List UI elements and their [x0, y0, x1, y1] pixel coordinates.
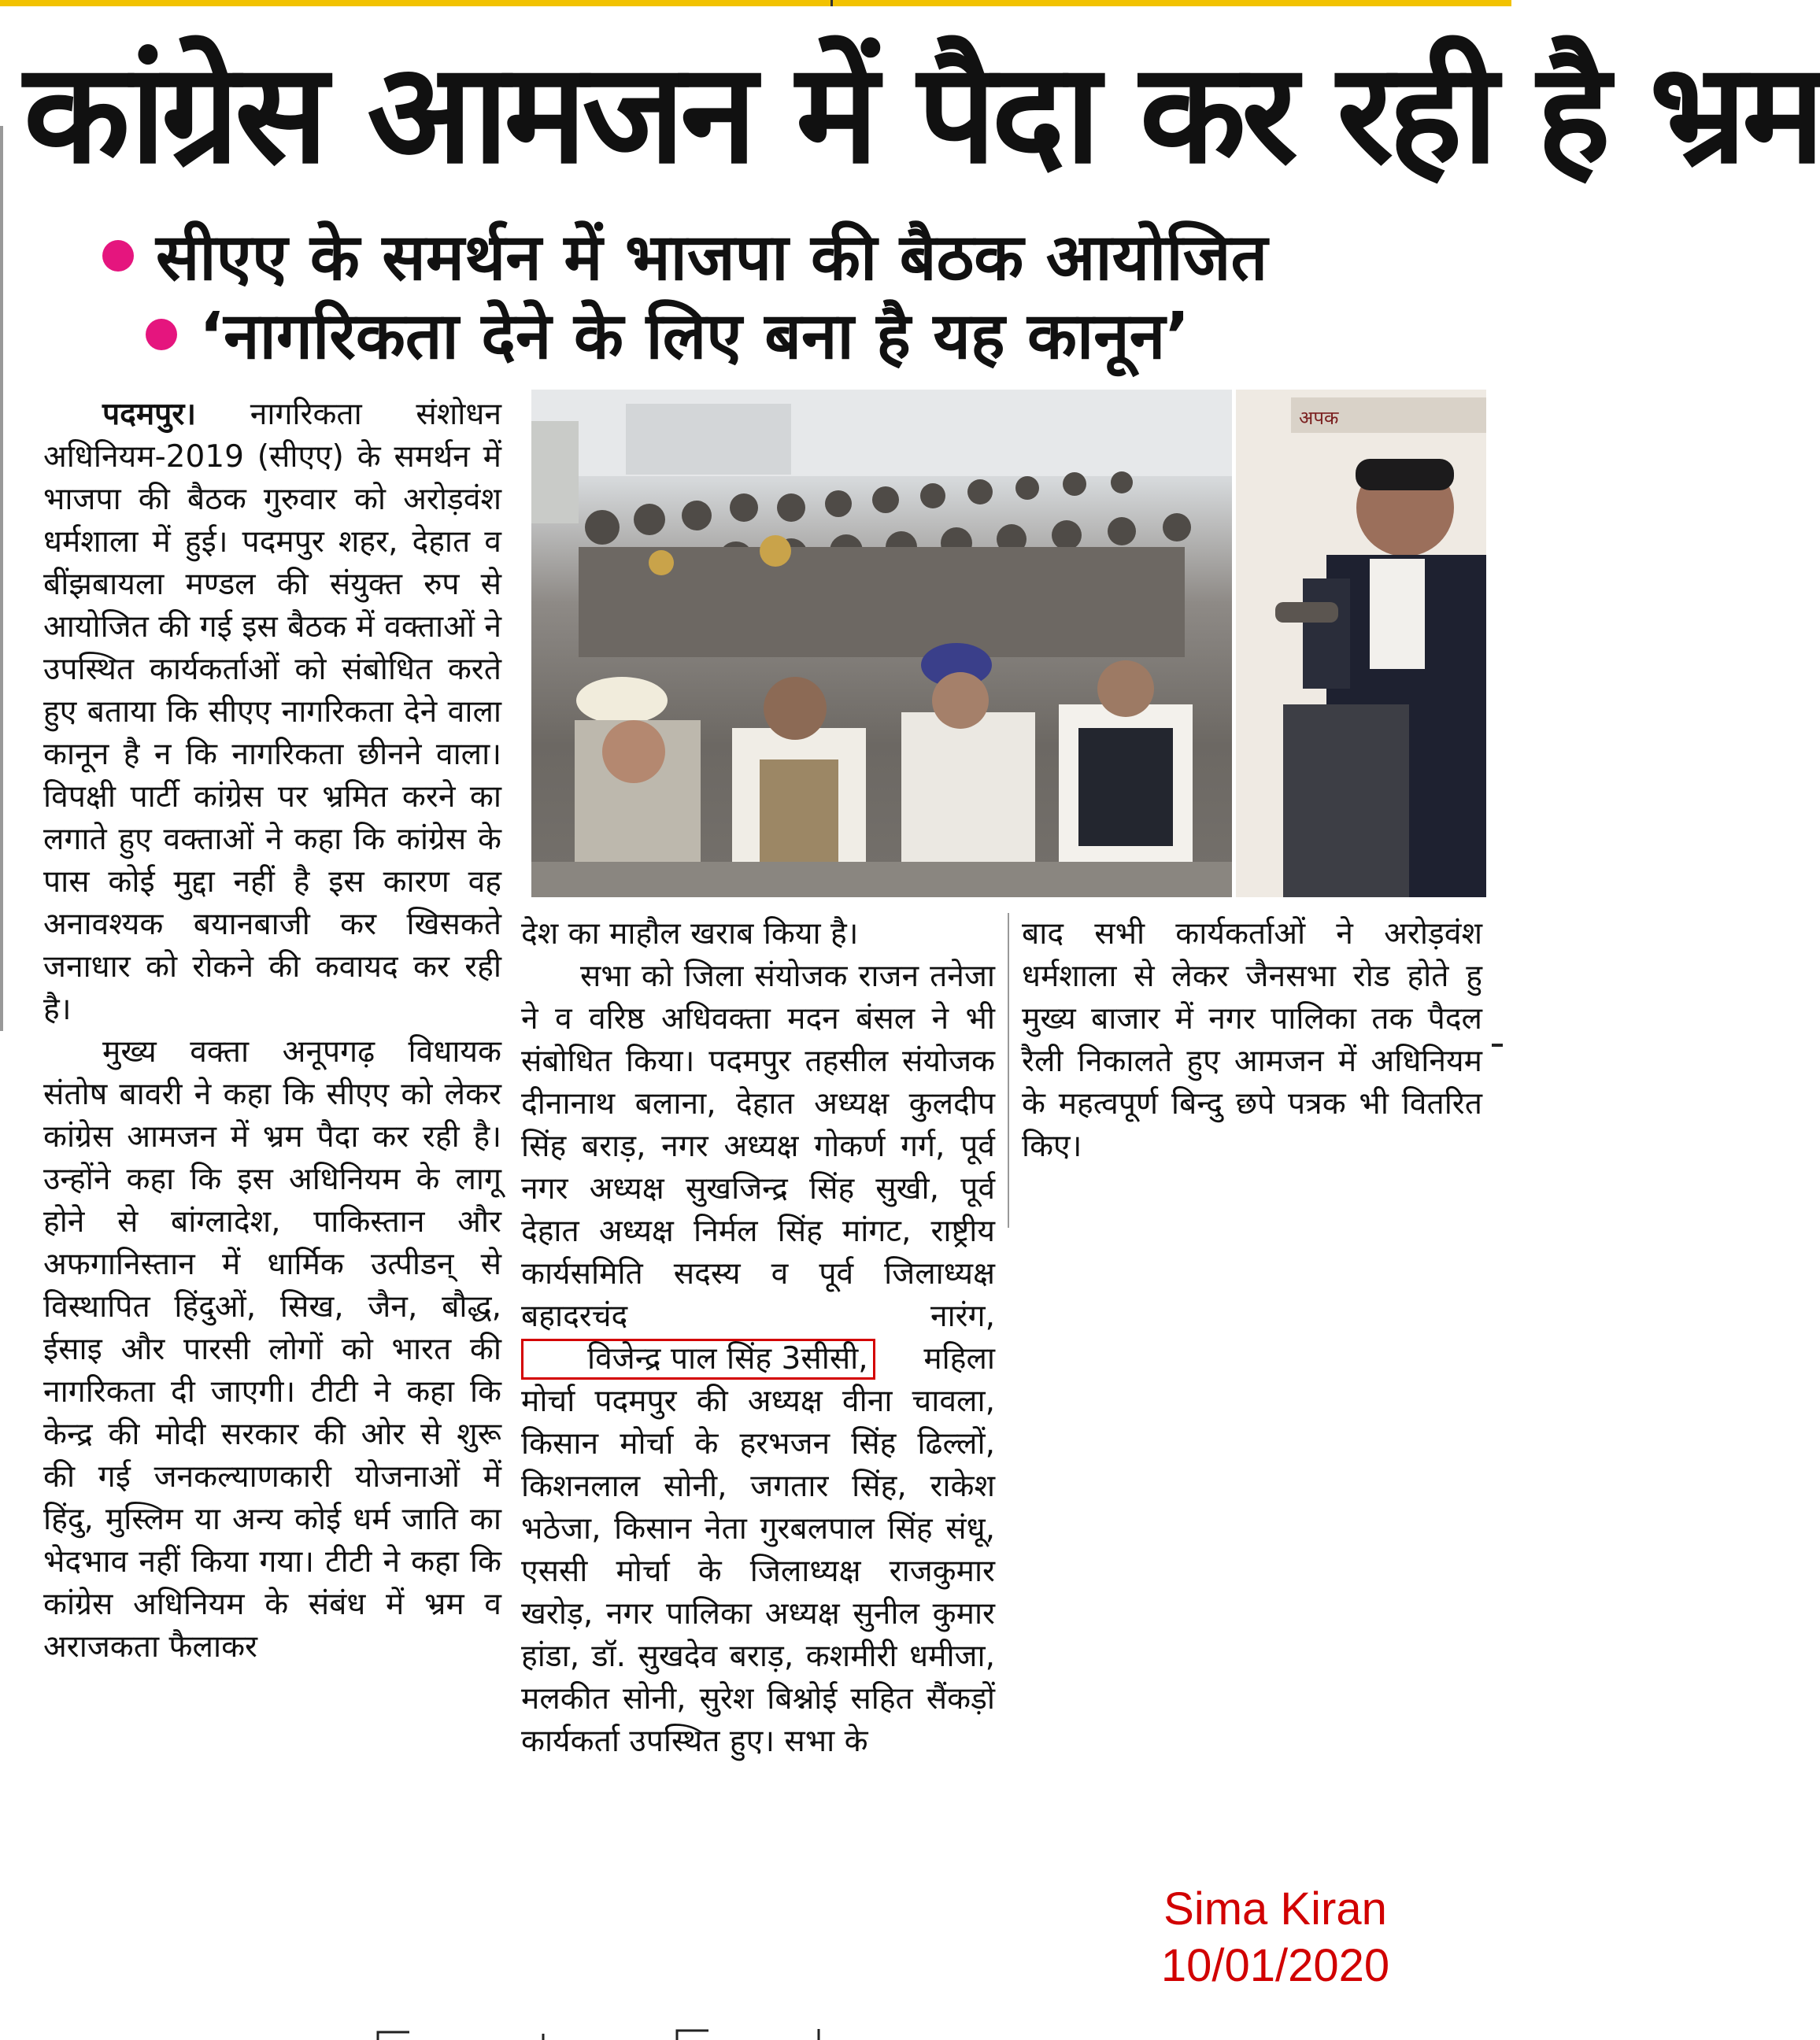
banner-text: अपक: [1299, 407, 1339, 429]
article-paragraph: मुख्य वक्ता अनूपगढ़ विधायक संतोष बावरी ने कहा कि सीएए को लेकर कांग्रेस आमजन में भ्रम पैदा कर रही है। उन्होंने कहा कि इस अधिनियम के लागू होने से बांग्लादेश, पाकिस्तान और अफगानिस्तान में धार्मिक उत्पीडन् से विस्थापित हिंदुओं, सिख, जैन, बौद्ध, ईसाइ और पारसी लोगों को भारत की नागरिकता दी जाएगी। टीटी ने कहा कि केन्द्र की मोदी सरकार की ओर से शुरू की गई जनकल्याणकारी योजनाओं में हिंदु, मुस्लिम या अन्य कोई धर्म जाति का भेदभाव नहीं किया गया। टीटी ने कहा कि कांग्रेस अधिनियम के संबंध में भ्रम व अराजकता फैलाकर: [43, 1034, 501, 1665]
dateline: पदमपुर।: [102, 397, 197, 432]
top-rule-tick: [830, 0, 833, 6]
signature-date: 10/01/2020: [1160, 1940, 1390, 1991]
subhead-1-text: सीएए के समर्थन में भाजपा की बैठक आयोजित: [156, 220, 1268, 295]
bullet-icon: [102, 240, 134, 272]
meeting-crowd-image: [531, 390, 1232, 897]
article-paragraph: [521, 955, 995, 1763]
subhead-1: [102, 219, 1441, 298]
paragraph-text: नागरिकता संशोधन अधिनियम-2019 (सीएए) के समर्थन में भाजपा की बैठक गुरुवार को अरोड़वंश धर्मशाला में हुई। पदमपुर शहर, देहात व बींझबायला मण्डल की संयुक्त रुप से आयोजित की गई इस बैठक में वक्ताओं ने उपस्थित कार्यकर्ताओं को संबोधित करते हुए बताया कि सीएए नागरिकता देने वाला कानून है न कि नागरिकता छीनने वाला। विपक्षी पार्टी कांग्रेस पर भ्रमित करने का लगाते हुए वक्ताओं ने कहा कि कांग्रेस के पास कोई मुद्दा नहीं है इस कारण वह अनावश्यक बयानबाजी कर खिसकते जनाधार को रोकने की कवायद कर रही है।: [43, 397, 501, 1027]
top-color-rule: [0, 0, 1511, 6]
signature-name: Sima Kiran: [1163, 1883, 1387, 1935]
paragraph-text: सभा को जिला संयोजक राजन तनेजा ने व वरिष्ठ अधिवक्ता मदन बंसल ने भी संबोधित किया। पदमपुर तहसील संयोजक दीनानाथ बलाना, देहात अध्यक्ष कुलदीप सिंह बराड़, नगर अध्यक्ष गोकर्ण गर्ग, पूर्व नगर अध्यक्ष सुखजिन्द्र सिंह सुखी, पूर्व देहात अध्यक्ष निर्मल सिंह मांगट, राष्ट्रीय कार्यसमिति सदस्य व पूर्व जिलाध्यक्ष बहादरचंद नारंग,: [521, 959, 995, 1334]
headline: कांग्रेस आमजन में पैदा कर रही है भ्रम: [24, 33, 1820, 194]
article-paragraph: बाद सभी कार्यकर्ताओं ने अरोड़वंश धर्मशाला से लेकर जैनसभा रोड होते हु मुख्य बाजार में नगर पालिका तक पैदल रैली निकालते हुए आमजन में अधिनियम के महत्वपूर्ण बिन्दु छपे पत्रक भी वितरित किए।: [1022, 916, 1482, 1164]
signature: [1134, 1881, 1417, 1994]
subhead-2-text: ‘नागरिकता देने के लिए बना है यह कानून’: [199, 299, 1190, 374]
bullet-icon: [146, 319, 177, 350]
speaker-photo: [1236, 390, 1486, 897]
column-divider: [1008, 913, 1009, 1228]
subhead-2: [146, 298, 1405, 376]
article-column-3: [1022, 913, 1482, 1212]
article-column-2: [521, 913, 995, 2015]
cropped-next-article-fragment: [346, 2024, 913, 2040]
paragraph-text: महिला मोर्चा पदमपुर की अध्यक्ष वीना चावला, किसान मोर्चा के हरभजन सिंह ढिल्लों, किशनलाल सोनी, जगतार सिंह, राकेश भठेजा, किसान नेता गुरबलपाल सिंह संधू, एससी मोर्चा के जिलाध्यक्ष राजकुमार खरोड़, नगर पालिका अध्यक्ष सुनील कुमार हांडा, डॉ. सुखदेव बराड़, कशमीरी धमीजा, मलकीत सोनी, सुरेश बिश्नोई सहित सैंकड़ों कार्यकर्ता उपस्थित हुए। सभा के: [521, 1341, 995, 1759]
scan-edge-line: [0, 126, 3, 1031]
article-column-1: [43, 394, 501, 2015]
edge-mark: [1492, 1044, 1503, 1047]
article-paragraph: [43, 394, 501, 1031]
highlighted-name: विजेन्द्र पाल सिंह 3सीसी,: [521, 1339, 875, 1380]
speaker-image: [1236, 390, 1486, 897]
meeting-crowd-photo: [531, 390, 1232, 897]
article-paragraph: देश का माहौल खराब किया है।: [521, 916, 859, 952]
